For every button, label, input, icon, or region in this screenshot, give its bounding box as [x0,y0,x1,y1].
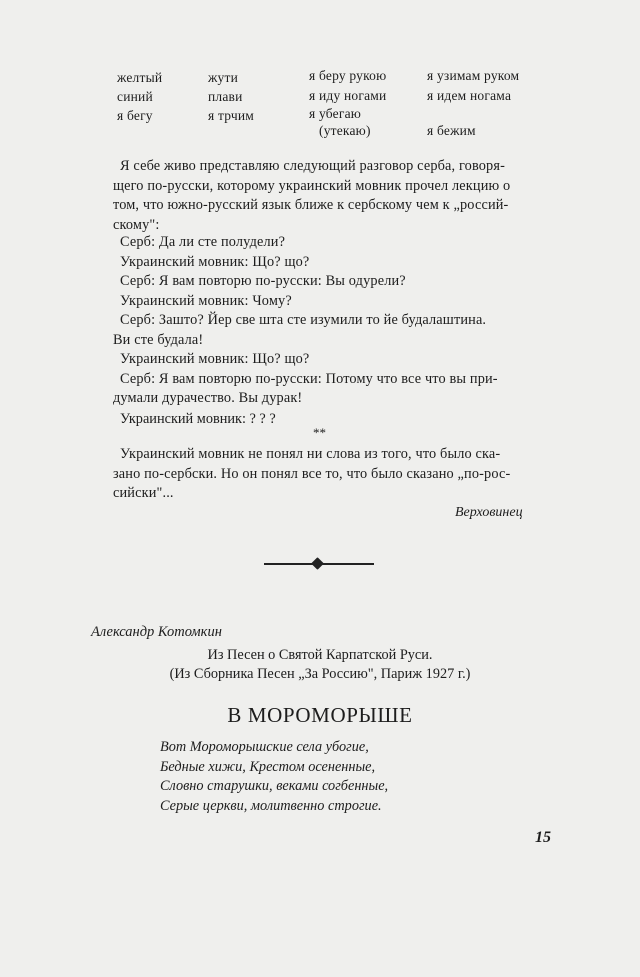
dialogue-line: Серб: Я вам повторю по-русски: Вы одурели? [120,273,406,289]
text-line: Я себе живо представляю следующий разговор серба, говоря- [120,158,505,174]
dialogue-line: думали дурачество. Вы дурак! [113,390,303,406]
vocab-cell: плави [208,89,243,104]
dialogue-line: Серб: Зашто? Йер све шта сте изумили то йе будалаштина. [120,312,487,328]
text-line: Украинский мовник не понял ни слова из того, что было ска- [120,446,501,462]
vocab-cell: я убегаю [309,106,362,121]
author-name: Александр Котомкин [91,624,222,640]
vocab-cell: жути [208,70,239,85]
text-line: том, что южно-русский язык ближе к сербскому чем к „россий- [113,197,509,213]
dialogue-line: Украинский мовник: Що? що? [120,351,310,367]
dialogue [113,233,553,409]
vocab-cell: синий [117,89,153,104]
dialogue-line: Серб: Я вам повторю по-русски: Потому что все что вы при- [120,370,498,387]
vocab-cell: желтый [117,70,163,85]
source-line: (Из Сборника Песен „За Россию", Париж 1927 г.) [169,666,471,682]
dialogue-line: Ви сте будала! [113,331,204,348]
vocab-cell: я трчим [208,108,255,123]
vocab-cell: я узимам руком [427,68,520,83]
last-reply: Украинский мовник: ? ? ? [120,411,276,427]
source-line: Из Песен о Святой Карпатской Руси. [207,647,433,663]
text-line: скому": [113,216,160,233]
text-line: щего по-русски, которому украинский мовник прочел лекцию о [113,177,511,194]
poem-line: Словно старушки, веками согбенные, [160,778,389,795]
vocab-cell: я беру рукою [309,68,387,83]
intro-paragraph [113,157,553,235]
dialogue-line: Серб: Да ли сте полудели? [120,234,286,250]
vocab-cell: я иду ногами [309,88,387,103]
divider-ornament-icon [311,557,324,570]
vocab-cell: я идем ногама [427,88,512,103]
vocab-cell: я бежим [427,123,476,138]
dialogue-line: Украинский мовник: Чому? [120,292,292,309]
asterism: ** [313,425,326,440]
dialogue-line: Украинский мовник: Що? що? [120,253,310,270]
vocab-cell: я бегу [117,108,153,123]
poem-line: Бедные хижи, Крестом осененные, [160,758,376,775]
text-line: зано по-сербски. Но он понял все то, что было сказано „по-рос- [113,465,511,482]
poem-line: Серые церкви, молитвенно строгие. [160,797,382,814]
poem-body [160,738,388,816]
vocab-cell: (утекаю) [319,123,371,138]
closing-paragraph [113,445,553,504]
signature: Верховинец [455,505,523,520]
poem-line: Вот Мороморышские села убогие, [160,739,369,755]
text-line: сийски"... [113,485,174,501]
poem-title: В МОРОМОРЫШЕ [227,703,413,727]
page-number: 15 [535,829,551,846]
